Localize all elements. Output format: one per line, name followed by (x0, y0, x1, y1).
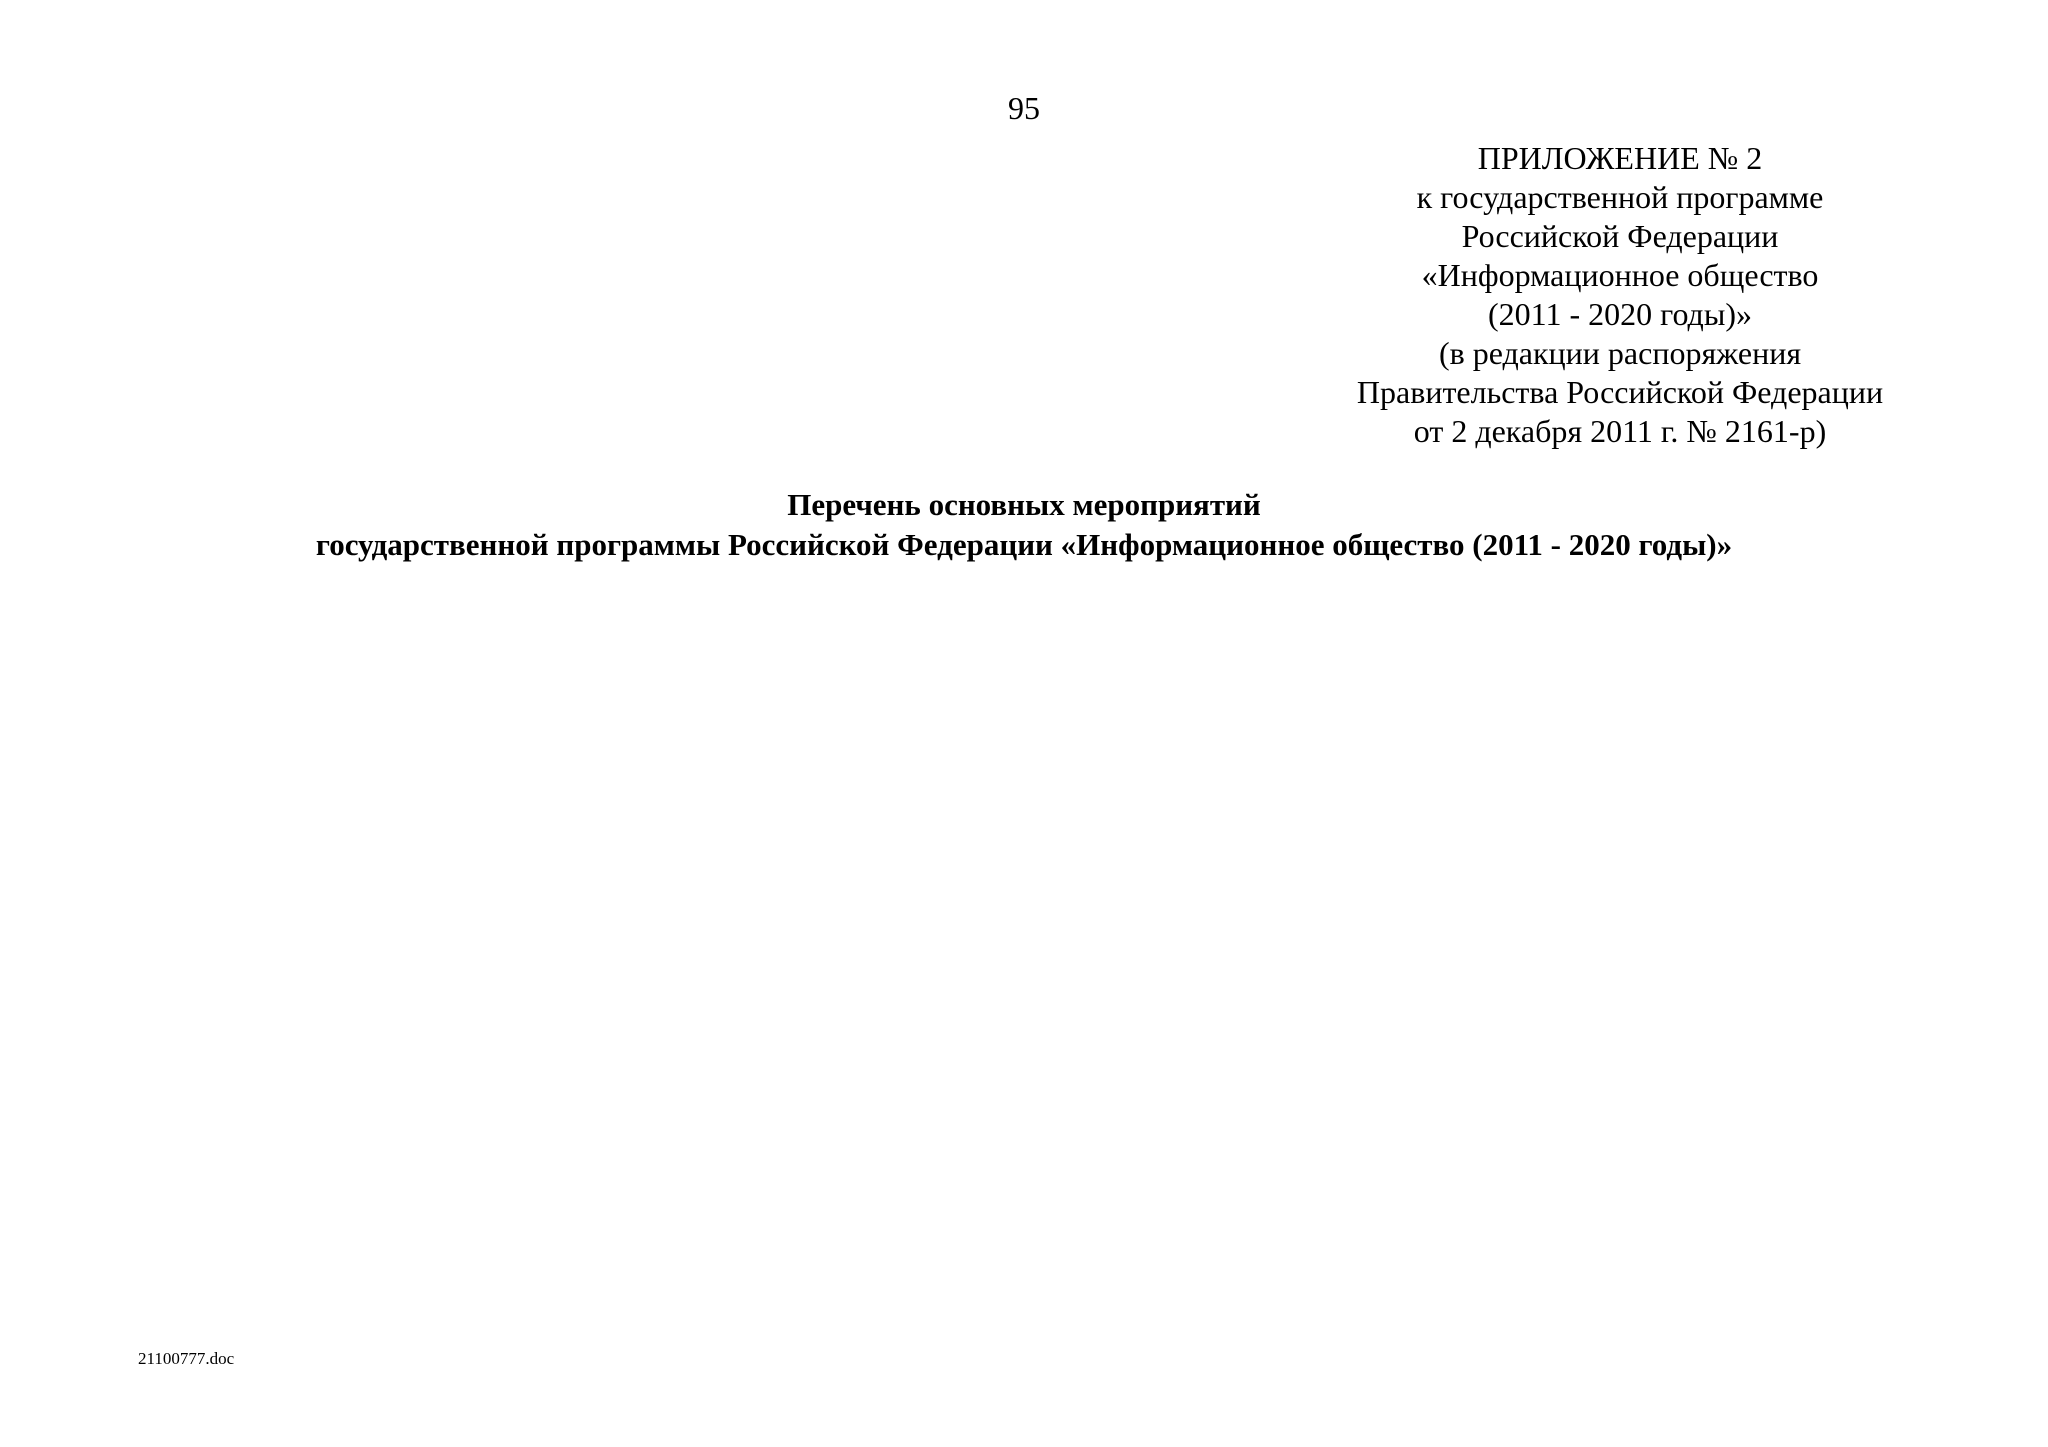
annex-line: (в редакции распоряжения (1438, 335, 1802, 371)
page-number: 95 (1008, 90, 1040, 126)
annex-line: к государственной программе (1416, 179, 1824, 215)
document-title-line: Перечень основных мероприятий (787, 487, 1261, 522)
annex-line: Российской Федерации (1461, 218, 1779, 254)
annex-line: ПРИЛОЖЕНИЕ № 2 (1477, 140, 1763, 176)
document-title (0, 485, 2048, 565)
annex-line: «Информационное общество (1421, 257, 1819, 293)
annex-line: Правительства Российской Федерации (1356, 374, 1884, 410)
annex-header (1320, 139, 1920, 451)
document-title-line: государственной программы Российской Федерации «Информационное общество (2011 - 2020 годы)» (315, 527, 1733, 562)
annex-line: от 2 декабря 2011 г. № 2161-р) (1413, 413, 1827, 449)
annex-line: (2011 - 2020 годы)» (1488, 296, 1752, 332)
file-name-footer: 21100777.doc (138, 1349, 235, 1368)
